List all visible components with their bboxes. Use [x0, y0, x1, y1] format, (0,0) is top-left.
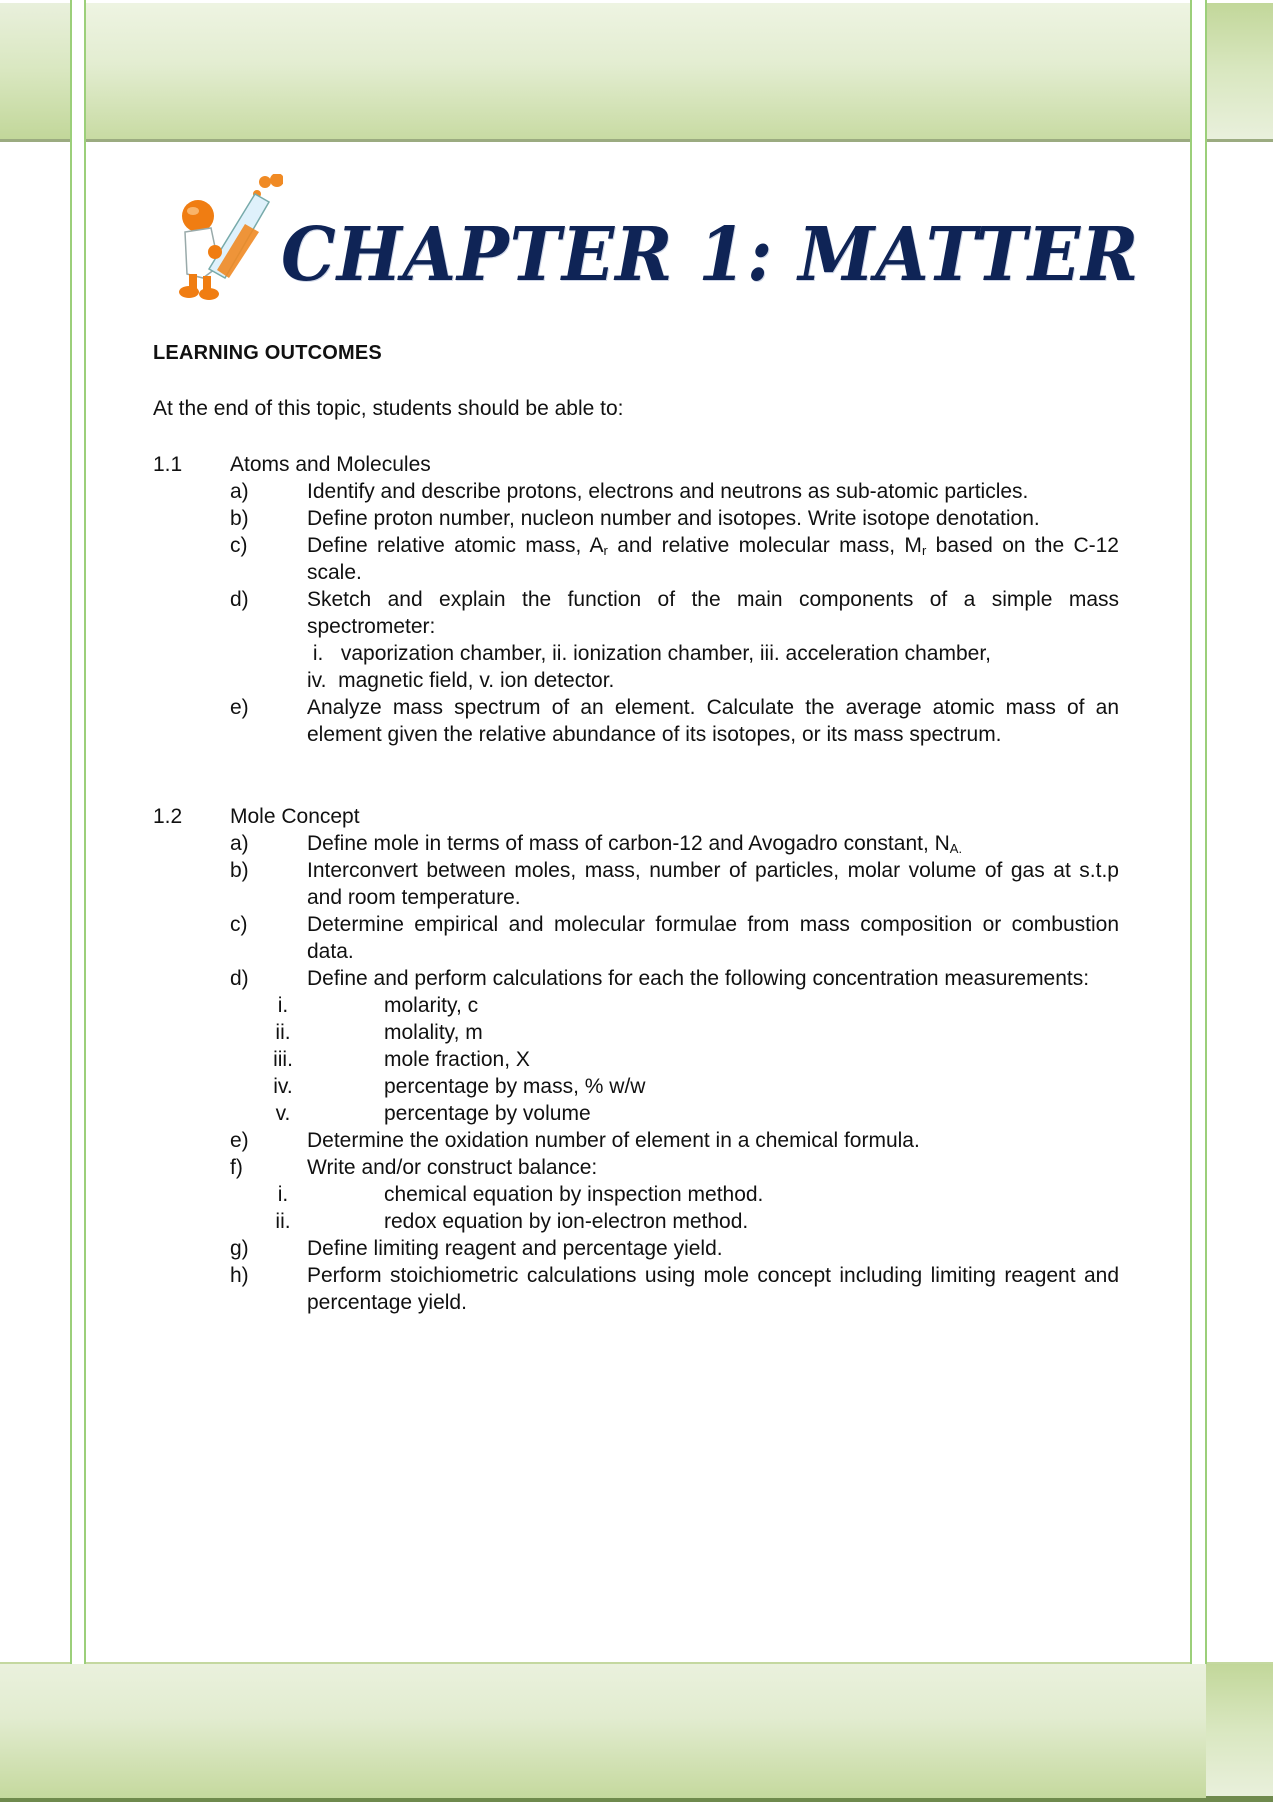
list-item: d) Define and perform calculations for each the following concentration measurements:	[230, 967, 1090, 990]
list-item: e) Determine the oxidation number of element in a chemical formula.	[230, 1129, 920, 1152]
section-1-1	[153, 451, 1119, 748]
list-item: g) Define limiting reagent and percentage yield.	[230, 1237, 723, 1260]
list-item: h) Perform stoichiometric calculations using mole concept including limiting reagent and percentage yield.	[230, 1264, 1119, 1314]
list-item: e) Analyze mass spectrum of an element. Calculate the average atomic mass of an element given the relative abundance of its isotopes, or its mass spectrum.	[230, 696, 1119, 746]
list-item: a) Identify and describe protons, electrons and neutrons as sub-atomic particles.	[230, 480, 1029, 503]
sub-list-item: iv. percentage by mass, % w/w	[273, 1075, 646, 1098]
header-band-left	[0, 3, 70, 142]
section-title: Atoms and Molecules	[230, 453, 431, 476]
learning-outcomes-heading: LEARNING OUTCOMES	[153, 342, 382, 364]
scientist-test-tube-icon	[173, 174, 283, 304]
list-item: c) Define relative atomic mass, $A_r$ and relative molecular mass, $M_r$ based on the C-12 scale.	[230, 534, 1119, 584]
frame-gap-right	[1192, 0, 1206, 1664]
frame-line-left-outer	[70, 0, 72, 1664]
frame-line-right-inner	[1190, 0, 1192, 1664]
chapter-banner	[153, 150, 1140, 310]
list-item: f) Write and/or construct balance:	[230, 1156, 598, 1179]
header-band	[86, 3, 1190, 142]
section-number: 1.2	[153, 805, 183, 828]
sub-list-item: i. molarity, c	[277, 994, 479, 1017]
list-item: b) Define proton number, nucleon number and isotopes. Write isotope denotation.	[230, 507, 1040, 530]
list-item: c) Determine empirical and molecular formulae from mass composition or combustion data.	[230, 913, 1119, 963]
sub-list-line: iv. magnetic field, v. ion detector.	[307, 669, 615, 692]
section-number: 1.1	[153, 453, 183, 476]
list-item: d) Sketch and explain the function of the main components of a simple mass spectrometer:	[230, 588, 1119, 638]
frame-line-left-inner	[84, 0, 86, 1664]
page-content	[153, 150, 1140, 1314]
sub-list-item: v. percentage by volume	[275, 1102, 591, 1125]
sub-list-item: i. chemical equation by inspection method.	[277, 1183, 764, 1206]
list-item: a) Define mole in terms of mass of carbon-12 and Avogadro constant, $N_{A.}$	[230, 832, 963, 856]
footer-band	[0, 1662, 1273, 1802]
footer-band-right	[1206, 1664, 1273, 1800]
section-1-2	[153, 803, 1119, 1316]
sub-list-line: i. vaporization chamber, ii. ionization chamber, iii. acceleration chamber,	[307, 642, 992, 665]
frame-line-right-outer	[1205, 0, 1207, 1664]
section-title: Mole Concept	[230, 805, 360, 828]
list-item: b) Interconvert between moles, mass, number of particles, molar volume of gas at s.t.p and room temperature.	[230, 859, 1119, 909]
sub-list-item: iii. mole fraction, X	[273, 1048, 530, 1071]
frame-gap-left	[72, 0, 84, 1664]
sub-list-item: ii. redox equation by ion-electron method.	[275, 1210, 749, 1233]
header-band-right	[1206, 3, 1273, 142]
intro-text: At the end of this topic, students should be able to:	[153, 397, 624, 420]
sub-list-item: ii. molality, m	[275, 1021, 483, 1044]
chapter-title: CHAPTER 1: MATTER	[281, 212, 1140, 298]
